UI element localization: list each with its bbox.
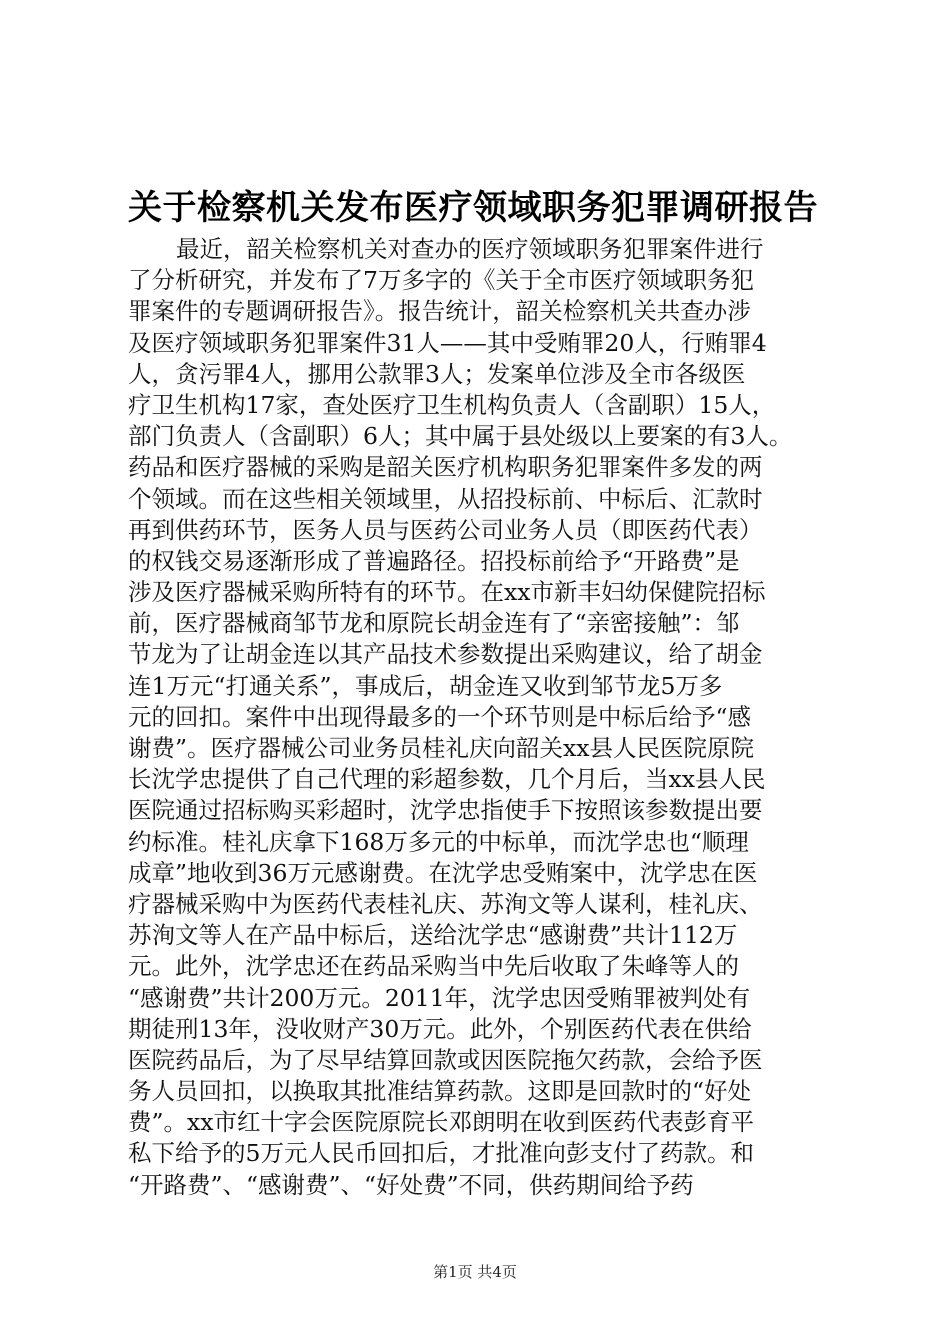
- document-title: 关于检察机关发布医疗领域职务犯罪调研报告: [128, 188, 818, 228]
- body-line: 长沈学忠提供了自己代理的彩超参数，几个月后，当xx县人民: [128, 765, 766, 794]
- body-line: 连1万元“打通关系”，事成后，胡金连又收到邹节龙5万多: [128, 671, 723, 700]
- body-line: 再到供药环节，医务人员与医药公司业务人员（即医药代表）: [128, 515, 763, 544]
- body-line: 罪案件的专题调研报告》。报告统计，韶关检察机关共查办涉: [128, 297, 751, 326]
- body-line: 苏洵文等人在产品中标后，送给沈学忠“感谢费”共计112万: [128, 921, 738, 950]
- body-line: 医院药品后，为了尽早结算回款或因医院拖欠药款，会给予医: [128, 1045, 763, 1074]
- body-line: 人，贪污罪4人，挪用公款罪3人；发案单位涉及全市各级医: [128, 359, 746, 388]
- body-line: 节龙为了让胡金连以其产品技术参数提出采购建议，给了胡金: [128, 640, 763, 669]
- body-line: 最近，韶关检察机关对查办的医疗领域职务犯罪案件进行: [176, 235, 764, 263]
- body-line: 药品和医疗器械的采购是韶关医疗机构职务犯罪案件多发的两: [128, 453, 763, 482]
- body-line: 部门负责人（含副职）6人；其中属于县处级以上要案的有3人。: [128, 422, 793, 451]
- body-line: 元。此外，沈学忠还在药品采购当中先后收取了朱峰等人的: [128, 952, 739, 981]
- page-footer: 第1页 共4页: [433, 1263, 517, 1281]
- body-line: 成章”地收到36万元感谢费。在沈学忠受贿案中，沈学忠在医: [128, 858, 758, 887]
- body-line: “开路费”、“感谢费”、“好处费”不同，供药期间给予药: [128, 1170, 694, 1199]
- body-line: 疗卫生机构17家，查处医疗卫生机构负责人（含副职）15人，: [128, 390, 776, 419]
- body-line: 医院通过招标购买彩超时，沈学忠指使手下按照该参数提出要: [128, 796, 763, 825]
- body-line: 费”。xx市红十字会医院原院长邓朗明在收到医药代表彭育平: [128, 1108, 755, 1137]
- body-line: 涉及医疗器械采购所特有的环节。在xx市新丰妇幼保健院招标: [128, 578, 766, 607]
- body-line: 约标准。桂礼庆拿下168万多元的中标单，而沈学忠也“顺理: [128, 827, 749, 856]
- body-line: 期徒刑13年，没收财产30万元。此外，个别医药代表在供给: [128, 1014, 752, 1043]
- body-line: “感谢费”共计200万元。2011年，沈学忠因受贿罪被判处有: [128, 983, 751, 1012]
- body-line: 及医疗领域职务犯罪案件31人——其中受贿罪20人，行贿罪4: [128, 328, 767, 357]
- body-line: 谢费”。医疗器械公司业务员桂礼庆向韶关xx县人民医院原院: [128, 734, 755, 762]
- body-line: 务人员回扣，以换取其批准结算药款。这即是回款时的“好处: [128, 1077, 752, 1106]
- body-line: 前，医疗器械商邹节龙和原院长胡金连有了“亲密接触”：邹: [128, 609, 740, 638]
- body-line: 元的回扣。案件中出现得最多的一个环节则是中标后给予“感: [128, 702, 752, 731]
- body-line: 疗器械采购中为医药代表桂礼庆、苏洵文等人谋利，桂礼庆、: [128, 889, 763, 918]
- body-line: 私下给予的5万元人民币回扣后，才批准向彭支付了药款。和: [128, 1139, 754, 1168]
- body-line: 了分析研究，并发布了7万多字的《关于全市医疗领域职务犯: [128, 266, 754, 295]
- document-body: [128, 234, 858, 1201]
- body-line: 个领域。而在这些相关领域里，从招投标前、中标后、汇款时: [128, 484, 763, 513]
- body-line: 的权钱交易逐渐形成了普遍路径。招投标前给予“开路费”是: [128, 546, 740, 575]
